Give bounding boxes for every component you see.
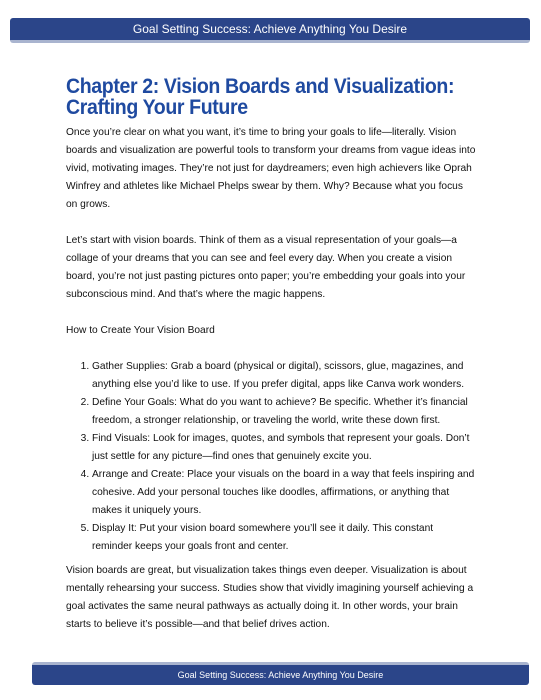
list-item: 5. Display It: Put your vision board somewhere you’ll see it daily. This constant reminder keeps your goals front and center. [92,520,476,556]
list-item: 2. Define Your Goals: What do you want to achieve? Be specific. Whether it’s financial freedom, a stronger relationship, or traveling the world, write these down first. [92,394,476,430]
visualization-paragraph: Vision boards are great, but visualization takes things even deeper. Visualization is about mentally rehearsing your success. Studies show that vividly imagining yourself achieving a goal activates the same neural pathways as actually doing it. In other words, your brain starts to believe it’s possible—and that belief drives action. [66,565,474,630]
page-header [10,18,530,43]
page-footer [32,662,529,685]
list-item: 3. Find Visuals: Look for images, quotes, and symbols that represent your goals. Don’t just settle for any picture—find ones that genuinely excite you. [92,430,476,466]
steps-heading: How to Create Your Vision Board [66,325,215,336]
chapter-title: Chapter 2: Vision Boards and Visualization: Crafting Your Future [66,75,455,119]
page-content [66,76,476,634]
footer-title: Goal Setting Success: Achieve Anything You Desire [177,670,384,680]
list-item: 1. Gather Supplies: Grab a board (physical or digital), scissors, glue, magazines, and anything else you’d like to use. If you prefer digital, apps like Canva work wonders. [92,358,476,394]
steps-list [66,358,476,556]
header-title: Goal Setting Success: Achieve Anything You Desire [132,22,408,36]
intro-paragraph: Once you’re clear on what you want, it’s time to bring your goals to life—literally. Vision boards and visualization are powerful tools to transform your dreams from vague ideas into vivid, motivating images. They’re not just for daydreamers; even high achievers like Oprah Winfrey and athletes like Michael Phelps swear by them. Why? Because what you focus on grows. [66,127,476,210]
vision-board-paragraph: Let’s start with vision boards. Think of them as a visual representation of your goals—a collage of your dreams that you can see and feel every day. When you create a vision board, you’re not just pasting pictures onto paper; you’re embedding your goals into your subconscious mind. And that’s where the magic happens. [66,235,466,300]
list-item: 4. Arrange and Create: Place your visuals on the board in a way that feels inspiring and cohesive. Add your personal touches like doodles, affirmations, or anything that makes it uniquely yours. [92,466,476,520]
